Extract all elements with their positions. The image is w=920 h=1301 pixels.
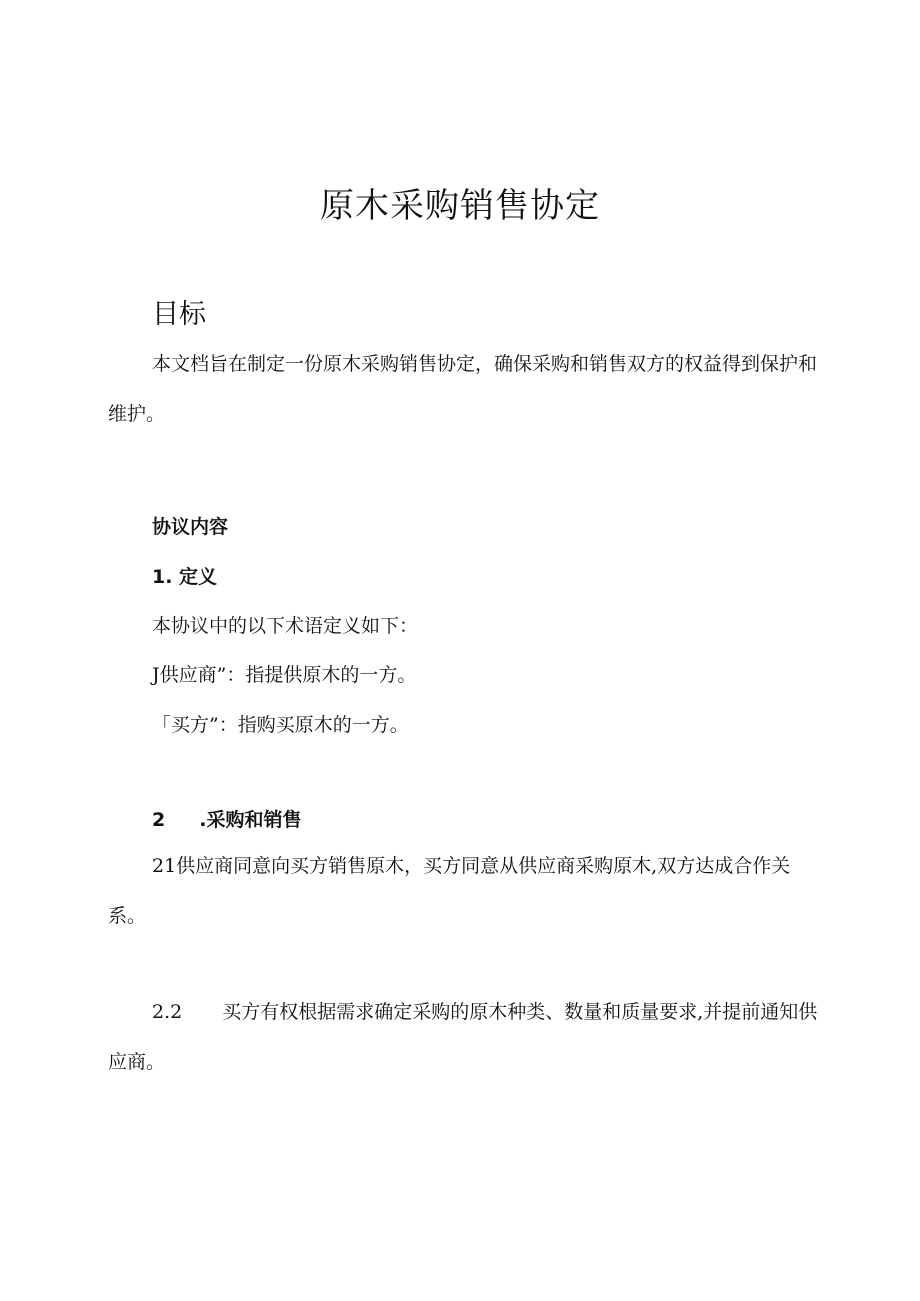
- section2-heading-text: .采购和销售: [199, 809, 302, 831]
- goal-paragraph: 本文档旨在制定一份原木采购销售协定，确保采购和销售双方的权益得到保护和维护。: [108, 353, 818, 425]
- clause-2-2: [108, 987, 818, 1087]
- document-title: 原木采购销售协定: [320, 186, 600, 226]
- section1-intro: 本协议中的以下术语定义如下：: [152, 615, 419, 637]
- clause-2-1: 21供应商同意向买方销售原木，买方同意从供应商采购原木,双方达成合作关系。: [108, 855, 791, 927]
- clause-2-2-number: 2.2: [152, 1001, 183, 1023]
- content-heading: 协议内容: [152, 516, 229, 538]
- term-buyer: 「买方”：指购买原木的一方。: [152, 714, 409, 736]
- section2-heading: [152, 805, 301, 832]
- goal-heading: 目标: [152, 299, 206, 330]
- term-supplier: J供应商”：指提供原木的一方。: [152, 664, 417, 686]
- clause-2-2-text: 买方有权根据需求确定采购的原木种类、数量和质量要求,并提前通知供应商。: [108, 1001, 818, 1073]
- section1-heading: 1. 定义: [152, 566, 218, 588]
- section2-heading-number: 2: [152, 809, 166, 831]
